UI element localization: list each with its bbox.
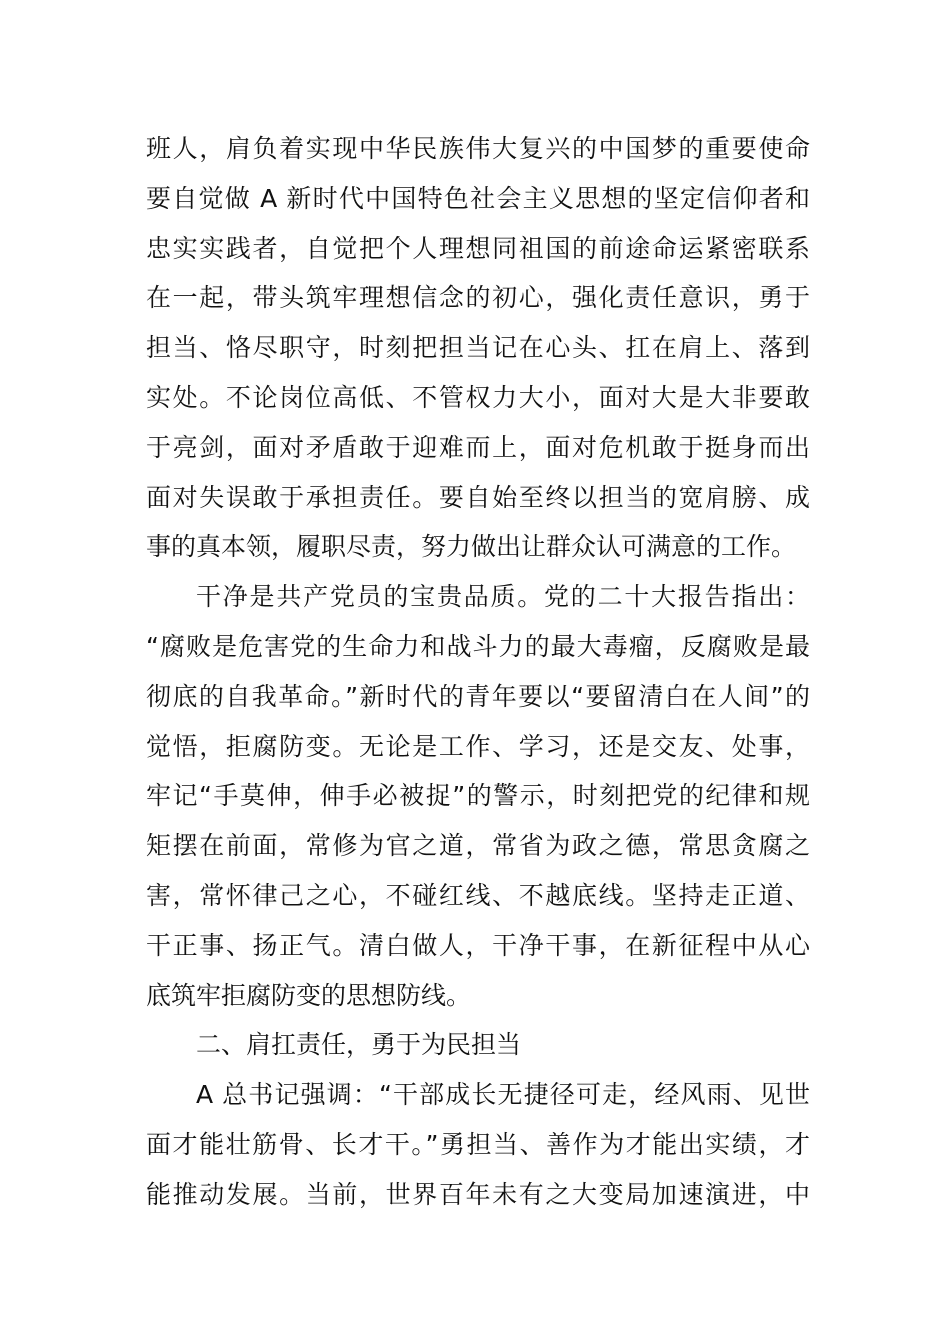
text-line: 害，常怀律己之心，不碰红线、不越底线。坚持走正道、 <box>146 880 810 910</box>
text-line: “腐败是危害党的生命力和战斗力的最大毒瘤，反腐败是最 <box>146 631 810 661</box>
text-line: 要自觉做 A 新时代中国特色社会主义思想的坚定信仰者和 <box>146 183 810 213</box>
text-line: 担当、恪尽职守，时刻把担当记在心头、扛在肩上、落到 <box>146 333 810 363</box>
text-line: 面才能壮筋骨、长才干。”勇担当、善作为才能出实绩，才 <box>146 1129 810 1159</box>
paragraph-start-line: A 总书记强调：“干部成长无捷径可走，经风雨、见世 <box>196 1080 810 1110</box>
text-line: 彻底的自我革命。”新时代的青年要以“要留清白在人间”的 <box>146 681 810 711</box>
text-line: 在一起，带头筑牢理想信念的初心，强化责任意识，勇于 <box>146 283 810 313</box>
paragraph-start-line: 干净是共产党员的宝贵品质。党的二十大报告指出： <box>196 582 810 612</box>
text-line: 矩摆在前面，常修为官之道，常省为政之德，常思贪腐之 <box>146 831 810 861</box>
text-line: 面对失误敢于承担责任。要自始至终以担当的宽肩膀、成 <box>146 482 810 512</box>
text-line: 底筑牢拒腐防变的思想防线。 <box>146 980 472 1010</box>
text-line: 实处。不论岗位高低、不管权力大小，面对大是大非要敢 <box>146 382 810 412</box>
text-line: 能推动发展。当前，世界百年未有之大变局加速演进，中 <box>146 1179 810 1209</box>
section-heading: 二、肩扛责任，勇于为民担当 <box>196 1030 522 1060</box>
text-line: 忠实实践者，自觉把个人理想同祖国的前途命运紧密联系 <box>146 233 810 263</box>
text-line: 事的真本领，履职尽责，努力做出让群众认可满意的工作。 <box>146 532 797 562</box>
text-line: 干正事、扬正气。清白做人，干净干事，在新征程中从心 <box>146 930 810 960</box>
text-line: 觉悟，拒腐防变。无论是工作、学习，还是交友、处事， <box>146 731 810 761</box>
text-line: 牢记“手莫伸，伸手必被捉”的警示，时刻把党的纪律和规 <box>146 781 810 811</box>
text-line: 班人，肩负着实现中华民族伟大复兴的中国梦的重要使命 <box>146 134 810 163</box>
body-text <box>146 124 810 1220</box>
text-line: 于亮剑，面对矛盾敢于迎难而上，面对危机敢于挺身而出 <box>146 432 810 462</box>
